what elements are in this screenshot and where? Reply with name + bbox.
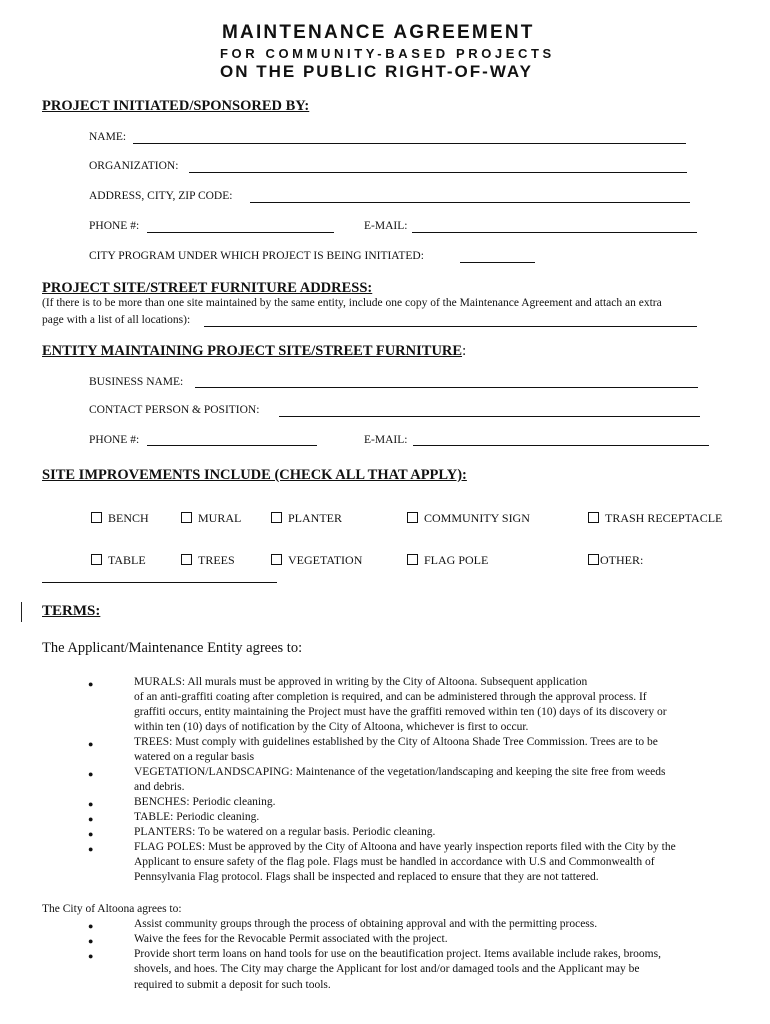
entity-email-field[interactable] (413, 445, 709, 446)
checkbox-planter[interactable] (271, 511, 342, 526)
checkbox-table[interactable] (91, 553, 146, 568)
term-line: VEGETATION/LANDSCAPING: Maintenance of the vegetation/landscaping and keeping the site free from weeds (134, 766, 666, 778)
organization-field[interactable] (189, 172, 687, 173)
email-label: E-MAIL: (364, 220, 408, 232)
term-line: graffiti occurs, entity maintaining the Project must have the graffiti removed within ten (10) days of its discovery or (134, 706, 667, 718)
checkbox-label: VEGETATION (288, 553, 363, 567)
city-term-line: Provide short term loans on hand tools for use on the beautification project. Items available include rakes, brooms, (134, 948, 661, 960)
contact-person-label: CONTACT PERSON & POSITION: (89, 404, 260, 416)
bullet-icon: ● (88, 679, 94, 689)
checkbox-community-sign[interactable] (407, 511, 530, 526)
term-line: watered on a regular basis (134, 751, 255, 763)
term-line: PLANTERS: To be watered on a regular basis. Periodic cleaning. (134, 826, 436, 838)
bullet-icon: ● (88, 799, 94, 809)
site-address-field[interactable] (204, 326, 697, 327)
term-line: Applicant to ensure safety of the flag pole. Flags must be handled in accordance with U.S and Commonwealth of (134, 856, 655, 868)
checkbox-icon (407, 554, 418, 565)
term-line: within ten (10) days of notification by the City of Altoona, whichever is first to occur. (134, 721, 529, 733)
checkbox-icon (181, 512, 192, 523)
entity-heading-colon: : (462, 343, 467, 359)
city-term-line: required to submit a deposit for such tools. (134, 979, 331, 991)
bullet-icon: ● (88, 739, 94, 749)
checkbox-flag-pole[interactable] (407, 553, 488, 568)
name-label: NAME: (89, 131, 127, 143)
contact-person-field[interactable] (279, 416, 700, 417)
bullet-icon: ● (88, 951, 94, 961)
section-heading-sponsor: PROJECT INITIATED/SPONSORED BY: (42, 98, 310, 114)
checkbox-icon (588, 512, 599, 523)
entity-phone-field[interactable] (147, 445, 317, 446)
email-field[interactable] (412, 232, 697, 233)
checkbox-icon (271, 512, 282, 523)
checkbox-label: TRASH RECEPTACLE (605, 511, 723, 525)
checkbox-icon (91, 554, 102, 565)
checkbox-label: FLAG POLE (424, 553, 489, 567)
terms-intro: The Applicant/Maintenance Entity agrees to: (42, 640, 303, 656)
bullet-icon: ● (88, 769, 94, 779)
term-line: MURALS: All murals must be approved in writing by the City of Altoona. Subsequent application (134, 676, 588, 688)
checkbox-icon (271, 554, 282, 565)
city-agrees-intro: The City of Altoona agrees to: (42, 903, 182, 915)
checkbox-trash-receptacle[interactable] (588, 511, 722, 526)
organization-label: ORGANIZATION: (89, 160, 179, 172)
checkbox-icon (407, 512, 418, 523)
section-heading-entity (42, 343, 466, 360)
checkbox-vegetation[interactable] (271, 553, 362, 568)
checkbox-bench[interactable] (91, 511, 149, 526)
checkbox-label: PLANTER (288, 511, 342, 525)
checkbox-label: BENCH (108, 511, 149, 525)
city-program-field[interactable] (460, 262, 535, 263)
terms-heading: TERMS: (42, 603, 101, 619)
checkbox-trees[interactable] (181, 553, 235, 568)
bullet-icon: ● (88, 844, 94, 854)
bullet-icon: ● (88, 829, 94, 839)
document-title: MAINTENANCE AGREEMENT (222, 22, 535, 43)
city-program-label: CITY PROGRAM UNDER WHICH PROJECT IS BEING INITIATED: (89, 250, 424, 262)
address-field[interactable] (250, 202, 690, 203)
text-cursor (21, 602, 22, 622)
site-address-note: (If there is to be more than one site maintained by the same entity, include one copy of the Maintenance Agreement and attach an extra (42, 297, 662, 309)
term-line: TREES: Must comply with guidelines established by the City of Altoona Shade Tree Commission. Trees are to be (134, 736, 658, 748)
checkbox-label: TABLE (108, 553, 146, 567)
checkbox-mural[interactable] (181, 511, 241, 526)
checkbox-other[interactable] (588, 553, 643, 568)
document-subtitle: FOR COMMUNITY-BASED PROJECTS (220, 46, 555, 61)
checkbox-icon (181, 554, 192, 565)
bullet-icon: ● (88, 814, 94, 824)
section-heading-site-address: PROJECT SITE/STREET FURNITURE ADDRESS: (42, 280, 373, 296)
section-heading-improvements: SITE IMPROVEMENTS INCLUDE (CHECK ALL THAT APPLY): (42, 467, 467, 483)
term-line: FLAG POLES: Must be approved by the City of Altoona and have yearly inspection reports filed with the City by the (134, 841, 676, 853)
entity-phone-label: PHONE #: (89, 434, 140, 446)
address-label: ADDRESS, CITY, ZIP CODE: (89, 190, 233, 202)
term-line: BENCHES: Periodic cleaning. (134, 796, 276, 808)
city-term-line: shovels, and hoes. The City may charge the Applicant for lost and/or damaged tools and the Applicant may be (134, 963, 640, 975)
checkbox-icon (588, 554, 599, 565)
city-term-line: Assist community groups through the process of obtaining approval and with the permitting process. (134, 918, 598, 930)
checkbox-label: TREES (198, 553, 235, 567)
term-line: and debris. (134, 781, 185, 793)
city-term-line: Waive the fees for the Revocable Permit associated with the project. (134, 933, 448, 945)
entity-email-label: E-MAIL: (364, 434, 408, 446)
name-field[interactable] (133, 143, 686, 144)
site-address-note-2: page with a list of all locations): (42, 314, 191, 326)
phone-field[interactable] (147, 232, 334, 233)
bullet-icon: ● (88, 921, 94, 931)
document-subtitle-2: ON THE PUBLIC RIGHT-OF-WAY (220, 62, 533, 81)
checkbox-label: OTHER: (600, 553, 644, 567)
checkbox-icon (91, 512, 102, 523)
entity-heading-text: ENTITY MAINTAINING PROJECT SITE/STREET FURNITURE (42, 343, 463, 359)
bullet-icon: ● (88, 936, 94, 946)
other-field[interactable] (42, 582, 277, 583)
term-line: TABLE: Periodic cleaning. (134, 811, 260, 823)
phone-label: PHONE #: (89, 220, 140, 232)
term-line: of an anti-graffiti coating after completion is required, and can be administered through the approval process. If (134, 691, 647, 703)
checkbox-label: MURAL (198, 511, 242, 525)
checkbox-label: COMMUNITY SIGN (424, 511, 530, 525)
business-name-field[interactable] (195, 387, 698, 388)
term-line: Pennsylvania Flag protocol. Flags shall be inspected and replaced to ensure that they are not tattered. (134, 871, 599, 883)
business-name-label: BUSINESS NAME: (89, 376, 184, 388)
